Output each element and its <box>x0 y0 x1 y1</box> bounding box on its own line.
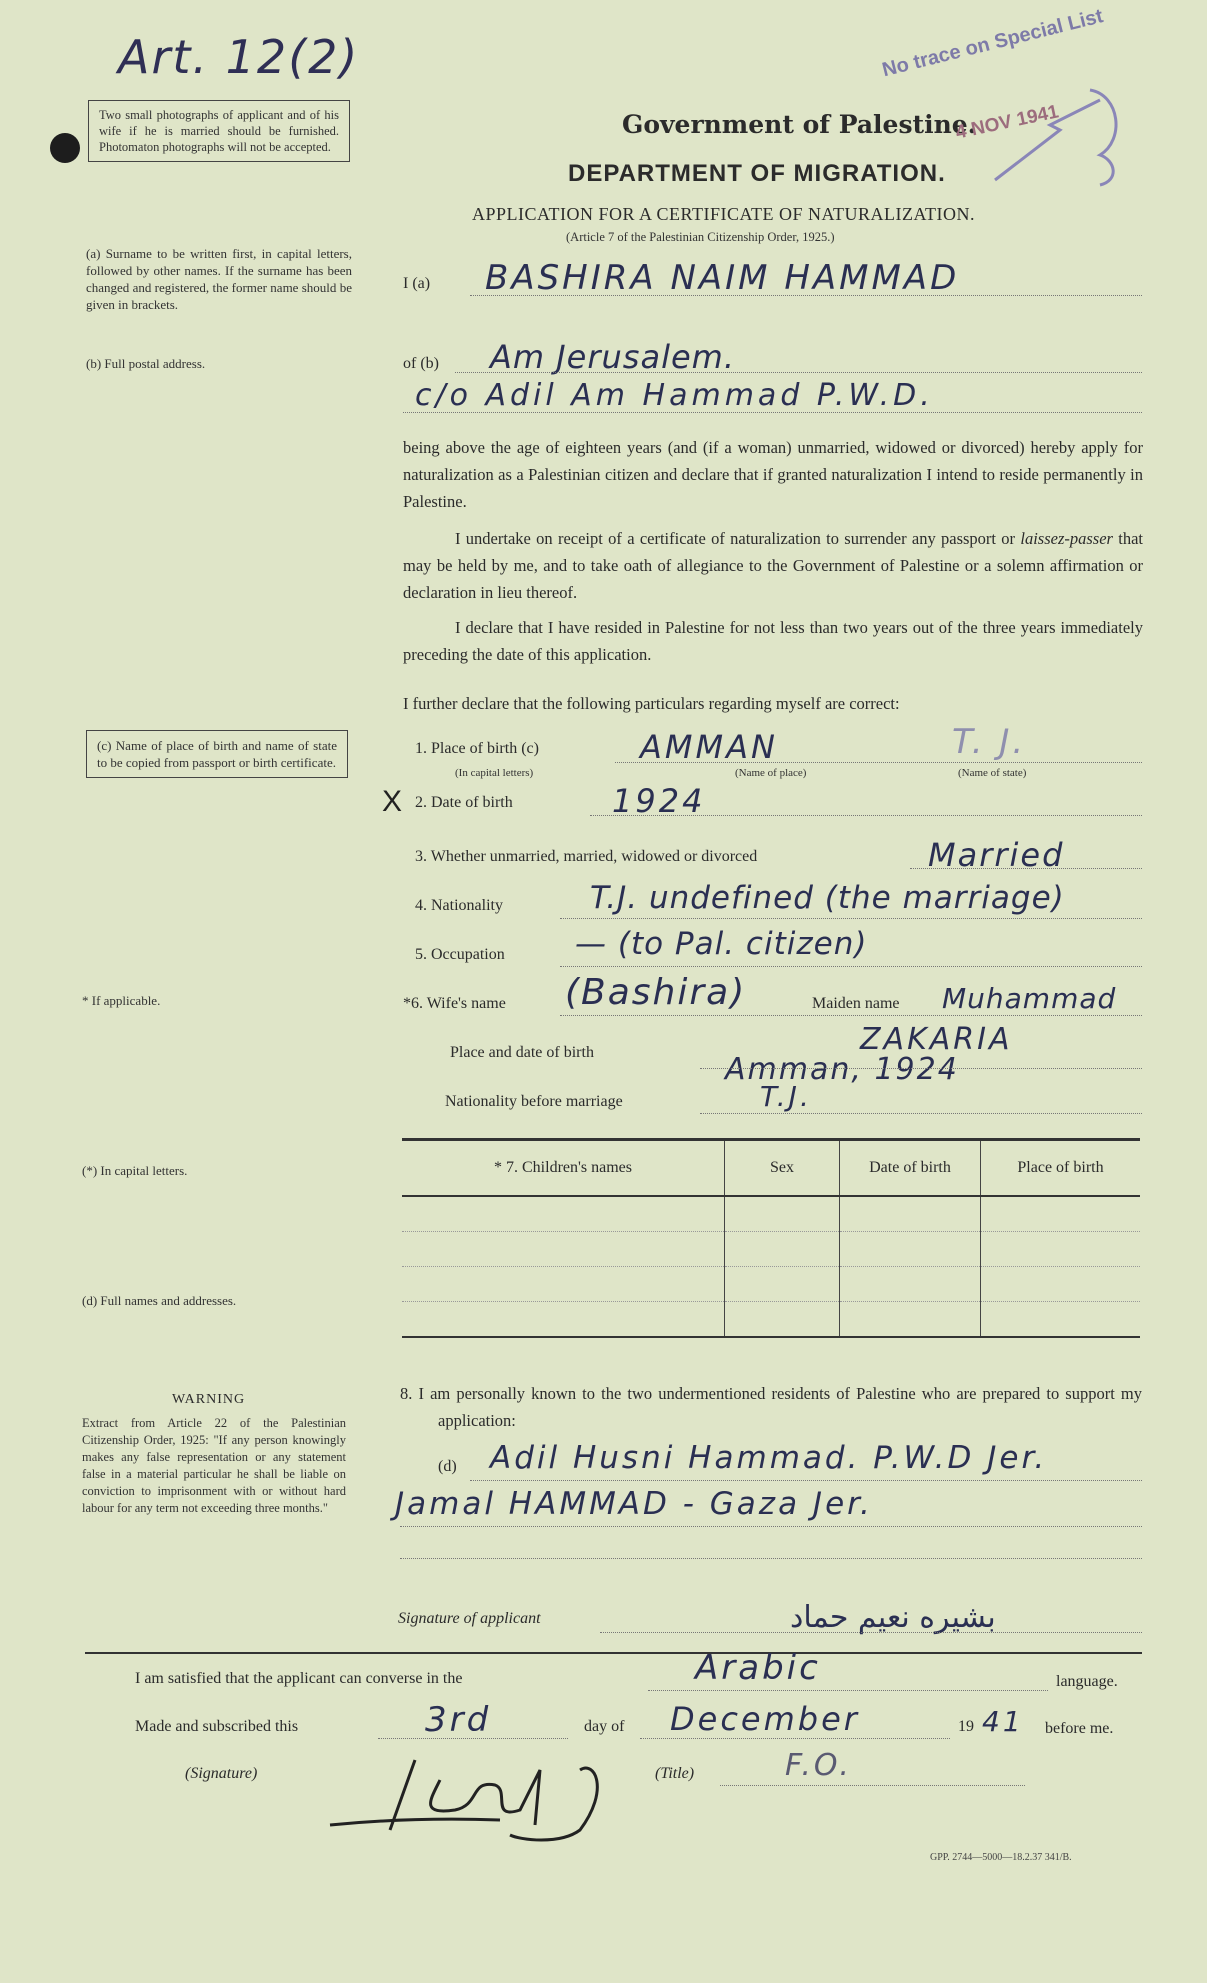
birth-place: AMMAN <box>640 728 778 766</box>
nationality: T.J. undefined (the marriage) <box>590 880 1065 916</box>
made-year: 41 <box>982 1705 1024 1738</box>
table-row <box>402 1232 1140 1267</box>
col-sex: Sex <box>725 1140 840 1197</box>
address-line-1: Am Jerusalem. <box>490 338 735 376</box>
no-trace-stamp: No trace on Special List <box>880 5 1106 82</box>
footer-separator <box>85 1652 1142 1654</box>
title-value: F.O. <box>785 1748 852 1783</box>
table-row <box>402 1196 1140 1232</box>
col-place-of-birth: Place of birth <box>981 1140 1141 1197</box>
note-place-of-birth: (c) Name of place of birth and name of state to be copied from passport or birth certificate. <box>86 730 348 778</box>
marital-status: Married <box>928 836 1065 874</box>
label-place-of-birth-sub: (In capital letters) <box>455 767 534 779</box>
warning-text: Extract from Article 22 of the Palestinian Citizenship Order, 1925: "If any person knowingly makes any false representation or any statement false in a material particular he shall be liable on conviction to imprisonment with or without hard labour for any term not exceeding three months." <box>82 1416 346 1515</box>
label-marital-status: 3. Whether unmarried, married, widowed or divorced <box>415 848 758 865</box>
language-value: Arabic <box>695 1648 821 1688</box>
label-wife-name: *6. Wife's name <box>403 995 506 1012</box>
birth-place-sub: (Name of place) <box>735 767 807 779</box>
table-row <box>402 1267 1140 1302</box>
birth-state-sub: (Name of state) <box>958 767 1027 779</box>
stamp-date: 4 NOV 1941 <box>953 101 1061 144</box>
department-title: DEPARTMENT OF MIGRATION. <box>568 160 946 187</box>
label-signature: (Signature) <box>185 1765 258 1782</box>
printer-code: GPP. 2744—5000—18.2.37 341/B. <box>930 1852 1072 1863</box>
wife-name: (Bashira) <box>565 972 747 1013</box>
occupation: — (to Pal. citizen) <box>575 926 868 962</box>
declaration-passport-a: I undertake on receipt of a certificate of naturalization to surrender any passport or <box>455 529 1021 548</box>
birth-date: 1924 <box>612 782 706 820</box>
note-if-applicable: * If applicable. <box>82 993 161 1008</box>
label-nationality: 4. Nationality <box>415 897 503 914</box>
note-capital-letters: (*) In capital letters. <box>82 1163 188 1178</box>
nationality-before-marriage: T.J. <box>760 1080 812 1113</box>
label-applicant-signature: Signature of applicant <box>398 1610 541 1627</box>
referee-1: Adil Husni Hammad. P.W.D Jer. <box>490 1440 1048 1476</box>
label-place-of-birth: 1. Place of birth (c) <box>415 740 539 757</box>
label-nationality-before-marriage: Nationality before marriage <box>445 1093 623 1110</box>
application-subtitle: (Article 7 of the Palestinian Citizenship Order, 1925.) <box>566 230 835 244</box>
wife-birth: Amman, 1924 <box>725 1052 959 1087</box>
footer-language-label: language. <box>1056 1673 1118 1690</box>
col-children-names: * 7. Children's names <box>402 1140 725 1197</box>
table-row <box>402 1302 1140 1338</box>
label-title: (Title) <box>655 1765 695 1782</box>
footer-made-text: Made and subscribed this <box>135 1718 299 1735</box>
label-referees: (d) <box>438 1458 457 1475</box>
declaration-passport <box>403 525 1143 606</box>
label-maiden-name: Maiden name <box>812 995 900 1012</box>
application-title: APPLICATION FOR A CERTIFICATE OF NATURALIZATION. <box>472 204 975 224</box>
footer-day-of: day of <box>584 1718 625 1735</box>
children-table <box>402 1138 1140 1338</box>
label-address: of (b) <box>403 355 439 372</box>
note-postal-address: (b) Full postal address. <box>86 356 206 371</box>
maiden-name: Muhammad <box>942 982 1117 1015</box>
declaration-particulars: I further declare that the following particulars regarding myself are correct: <box>403 694 900 713</box>
applicant-signature-arabic: بشيره نعيم حماد <box>790 1600 996 1635</box>
label-occupation: 5. Occupation <box>415 946 505 963</box>
pen-stroke-mark <box>990 80 1130 190</box>
applicant-name: BASHIRA NAIM HAMMAD <box>485 258 960 298</box>
date-of-birth-mark: X <box>382 785 403 818</box>
footer-before-me: before me. <box>1045 1720 1114 1737</box>
warning-title: WARNING <box>172 1392 246 1407</box>
address-line-2: c/o Adil Am Hammad P.W.D. <box>415 378 934 413</box>
declaration-residence: I declare that I have resided in Palestine for not less than two years out of the three years immediately preceding the date of this application. <box>403 618 1143 664</box>
referee-2: Jamal HAMMAD - Gaza Jer. <box>395 1486 873 1522</box>
made-day: 3rd <box>425 1700 492 1740</box>
official-signature <box>320 1740 680 1850</box>
referees-statement: 8. I am personally known to the two undermentioned residents of Palestine who are prepared to support my application: <box>400 1384 1142 1430</box>
label-date-of-birth: 2. Date of birth <box>415 794 513 811</box>
punch-hole <box>50 133 80 163</box>
photo-note-box: Two small photographs of applicant and of his wife if he is married should be furnished. Photomaton photographs will not be accepted. <box>88 100 350 162</box>
handwritten-ref-note: Art. 12(2) <box>118 30 360 84</box>
government-title: Government of Palestine. <box>622 110 977 139</box>
birth-state: T. J. <box>952 722 1027 762</box>
note-full-names: (d) Full names and addresses. <box>82 1293 237 1308</box>
label-applicant-name: I (a) <box>403 275 431 292</box>
label-place-date-of-birth: Place and date of birth <box>450 1044 594 1061</box>
note-surname: (a) Surname to be written first, in capital letters, followed by other names. If the surname has been changed and registered, the former name should be given in brackets. <box>86 246 352 312</box>
year-prefix: 19 <box>958 1718 974 1735</box>
footer-satisfied-text: I am satisfied that the applicant can converse in the <box>135 1670 463 1687</box>
made-month: December <box>670 1700 860 1738</box>
wife-birth-name: ZAKARIA <box>860 1022 1013 1057</box>
col-date-of-birth: Date of birth <box>840 1140 981 1197</box>
declaration-age: being above the age of eighteen years (and (if a woman) unmarried, widowed or divorced) hereby apply for naturalization as a Palestinian citizen and declare that if granted naturalization I intend to reside permanently in Palestine. <box>403 438 1143 511</box>
declaration-passport-b: laissez-passer <box>1020 529 1113 548</box>
declaration-passport-c: that may be held by me, and to take oath of allegiance to the Government of Palestine or a solemn affirmation or declaration in lieu thereof. <box>403 529 1143 602</box>
